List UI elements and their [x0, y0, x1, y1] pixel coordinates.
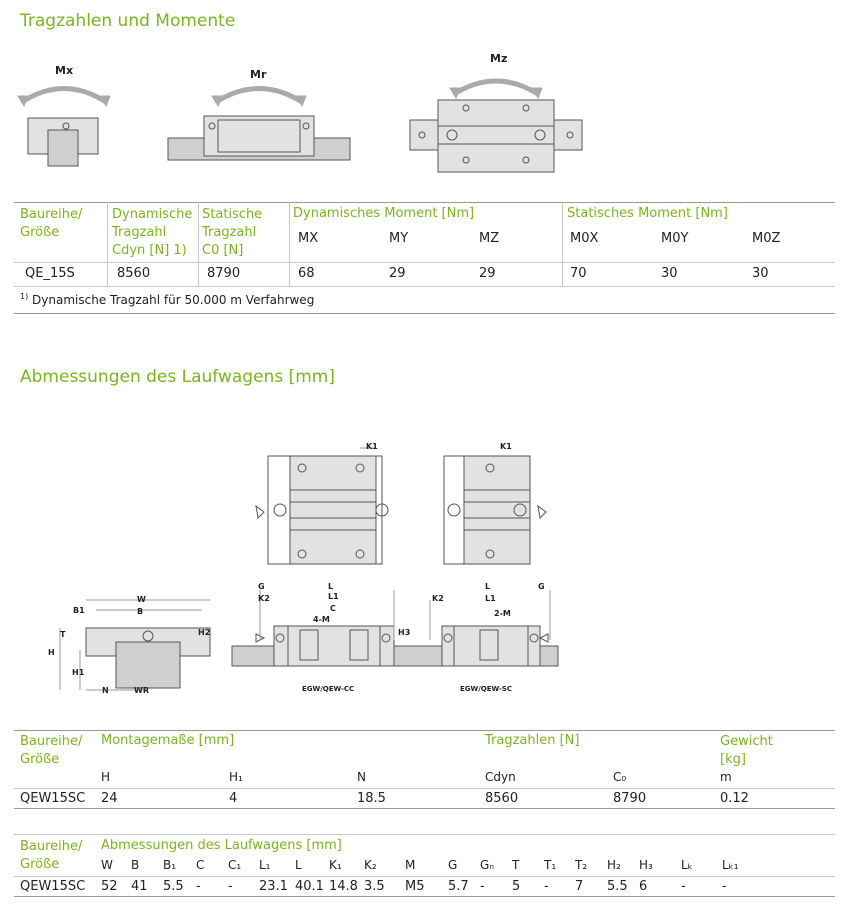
- dim-n: N: [102, 686, 109, 695]
- dim-h3: H3: [398, 628, 411, 637]
- table2-sub: C₀: [613, 770, 627, 784]
- table1-vline: [107, 202, 108, 286]
- dim-l1-cc: L1: [328, 592, 339, 601]
- table2-sub: H: [101, 770, 111, 784]
- table3-sub: T: [512, 858, 520, 872]
- table2-cell: 0.12: [720, 791, 749, 806]
- table1-vline: [289, 202, 290, 286]
- carriage-cross-section: [40, 590, 220, 700]
- table1-stat-moment-header: Statisches Moment [Nm]: [567, 206, 728, 221]
- table1-cell: 8790: [207, 266, 241, 281]
- table2-sub: m: [720, 770, 732, 784]
- table3-cell: -: [480, 879, 485, 894]
- table2-cell: 24: [101, 791, 118, 806]
- table1-col-dyn-tragzahl: Dynamische Tragzahl Cdyn [N] 1): [112, 207, 193, 258]
- table3-cell: 14.8: [329, 879, 358, 894]
- table1-cell: QE_15S: [25, 266, 75, 281]
- dim-h: H: [48, 648, 55, 657]
- table1-footnote: $^{1)}$ Dynamische Tragzahl für 50.000 m Verfahrweg: [20, 292, 315, 307]
- caption-cc: EGW/QEW-CC: [302, 685, 355, 693]
- table3-sub: G: [448, 858, 458, 872]
- table3-sub: C: [196, 858, 205, 872]
- table3-sub: W: [101, 858, 113, 872]
- dim-t: T: [60, 630, 66, 639]
- table3-cell: 5.7: [448, 879, 469, 894]
- table1-top-rule: [14, 202, 835, 203]
- table1-col-stat-tragzahl: Statische Tragzahl C0 [N]: [202, 207, 263, 258]
- table1-cell: 8560: [117, 266, 151, 281]
- table1-col-baureihe: Baureihe/ Größe: [20, 207, 83, 240]
- dim-wr: WR: [134, 686, 149, 695]
- table2-cell: 18.5: [357, 791, 386, 806]
- table2-tragzahlen-header: Tragzahlen [N]: [485, 733, 580, 748]
- table1-cell: 70: [570, 266, 587, 281]
- table3-sub: L: [295, 858, 302, 872]
- dim-4m: 4-M: [313, 615, 330, 624]
- dim-l1-sc: L1: [485, 594, 496, 603]
- table1-cell: 30: [661, 266, 678, 281]
- table2-cell: 8790: [613, 791, 647, 806]
- dim-b1: B1: [73, 606, 85, 615]
- caption-sc: EGW/QEW-SC: [460, 685, 513, 693]
- table3-row-rule: [14, 876, 835, 877]
- table3-cell: -: [681, 879, 686, 894]
- moment-mz-drawing: [408, 50, 584, 174]
- table1-cell: 30: [752, 266, 769, 281]
- table3-cell: 41: [131, 879, 148, 894]
- table3-sub: K₂: [364, 858, 377, 872]
- table1-sub-mx: MX: [298, 231, 319, 246]
- moment-mz-label: Mz: [490, 52, 508, 65]
- table1-dyn-moment-header: Dynamisches Moment [Nm]: [293, 206, 475, 221]
- dim-k1-cc: K1: [366, 442, 378, 451]
- table1-cell: 68: [298, 266, 315, 281]
- table3-cell: M5: [405, 879, 425, 894]
- section-title-abmessungen: Abmessungen des Laufwagens [mm]: [20, 367, 335, 387]
- table2-bottom-rule: [14, 808, 835, 809]
- table3-cell: QEW15SC: [20, 879, 86, 894]
- table3-cell: 3.5: [364, 879, 385, 894]
- table3-cell: 5: [512, 879, 521, 894]
- table1-vline: [198, 202, 199, 286]
- table1-bottom-rule: [14, 313, 835, 314]
- table2-cell: 4: [229, 791, 238, 806]
- table1-vline: [562, 202, 563, 286]
- table2-cell: QEW15SC: [20, 791, 86, 806]
- carriage-top-view-cc: [250, 440, 400, 570]
- dim-k2-cc: K2: [258, 594, 270, 603]
- table1-sub-m0x: M0X: [570, 231, 599, 246]
- table3-sub: H₂: [607, 858, 621, 872]
- table3-cell: -: [722, 879, 727, 894]
- table2-cell: 8560: [485, 791, 519, 806]
- table3-sub: L₁: [259, 858, 271, 872]
- table3-sub: C₁: [228, 858, 242, 872]
- dim-h2: H2: [198, 628, 211, 637]
- dim-2m: 2-M: [494, 609, 511, 618]
- table3-header: Abmessungen des Laufwagens [mm]: [101, 838, 342, 853]
- section-title-tragzahlen: Tragzahlen und Momente: [20, 11, 236, 31]
- dim-l-sc: L: [485, 582, 491, 591]
- dim-h1: H1: [72, 668, 85, 677]
- table3-sub: M: [405, 858, 416, 872]
- moment-mx-label: Mx: [55, 64, 74, 77]
- table3-sub: Lₖ: [681, 858, 693, 872]
- table3-cell: -: [544, 879, 549, 894]
- table3-cell: 23.1: [259, 879, 288, 894]
- table1-sub-mz: MZ: [479, 231, 500, 246]
- table2-sub: N: [357, 770, 366, 784]
- table2-sub: H₁: [229, 770, 243, 784]
- moment-my-label: Mr: [250, 68, 267, 81]
- table1-row-rule: [14, 286, 835, 287]
- table3-cell: -: [196, 879, 201, 894]
- table3-sub: K₁: [329, 858, 342, 872]
- carriage-side-views: [230, 580, 560, 680]
- table3-cell: 6: [639, 879, 648, 894]
- table3-cell: 52: [101, 879, 118, 894]
- table3-col-baureihe: Baureihe/ Größe: [20, 839, 83, 872]
- table3-cell: 7: [575, 879, 584, 894]
- table1-cell: 29: [479, 266, 496, 281]
- dim-g-cc: G: [258, 582, 265, 591]
- table3-sub: Lₖ₁: [722, 858, 739, 872]
- table2-top-rule: [14, 730, 835, 731]
- dim-w: W: [137, 595, 146, 604]
- dim-g-sc: G: [538, 582, 545, 591]
- carriage-top-view-sc: [440, 440, 552, 570]
- table3-sub: Gₙ: [480, 858, 495, 872]
- table3-cell: 40.1: [295, 879, 324, 894]
- table2-row-rule: [14, 788, 835, 789]
- table3-cell: 5.5: [607, 879, 628, 894]
- table2-montage-header: Montagemaße [mm]: [101, 733, 235, 748]
- dim-l-cc: L: [328, 582, 334, 591]
- table1-sub-m0y: M0Y: [661, 231, 689, 246]
- table1-sub-m0z: M0Z: [752, 231, 781, 246]
- dim-b: B: [137, 607, 144, 616]
- table1-cell: 29: [389, 266, 406, 281]
- table3-sub: T₂: [575, 858, 588, 872]
- table1-sub-my: MY: [389, 231, 409, 246]
- table3-sub: B: [131, 858, 140, 872]
- table3-top-rule: [14, 834, 835, 835]
- table3-sub: H₃: [639, 858, 653, 872]
- table3-bottom-rule: [14, 896, 835, 897]
- dim-k1-sc: K1: [500, 442, 512, 451]
- table3-sub: T₁: [544, 858, 557, 872]
- table3-cell: -: [228, 879, 233, 894]
- table2-col-baureihe: Baureihe/ Größe: [20, 734, 83, 767]
- table3-cell: 5.5: [163, 879, 184, 894]
- table2-gewicht-header: Gewicht [kg]: [720, 734, 773, 767]
- dim-k2-sc: K2: [432, 594, 444, 603]
- table2-sub: Cdyn: [485, 770, 516, 784]
- table3-sub: B₁: [163, 858, 177, 872]
- dim-c-cc: C: [330, 604, 336, 613]
- table1-header-rule: [14, 262, 835, 263]
